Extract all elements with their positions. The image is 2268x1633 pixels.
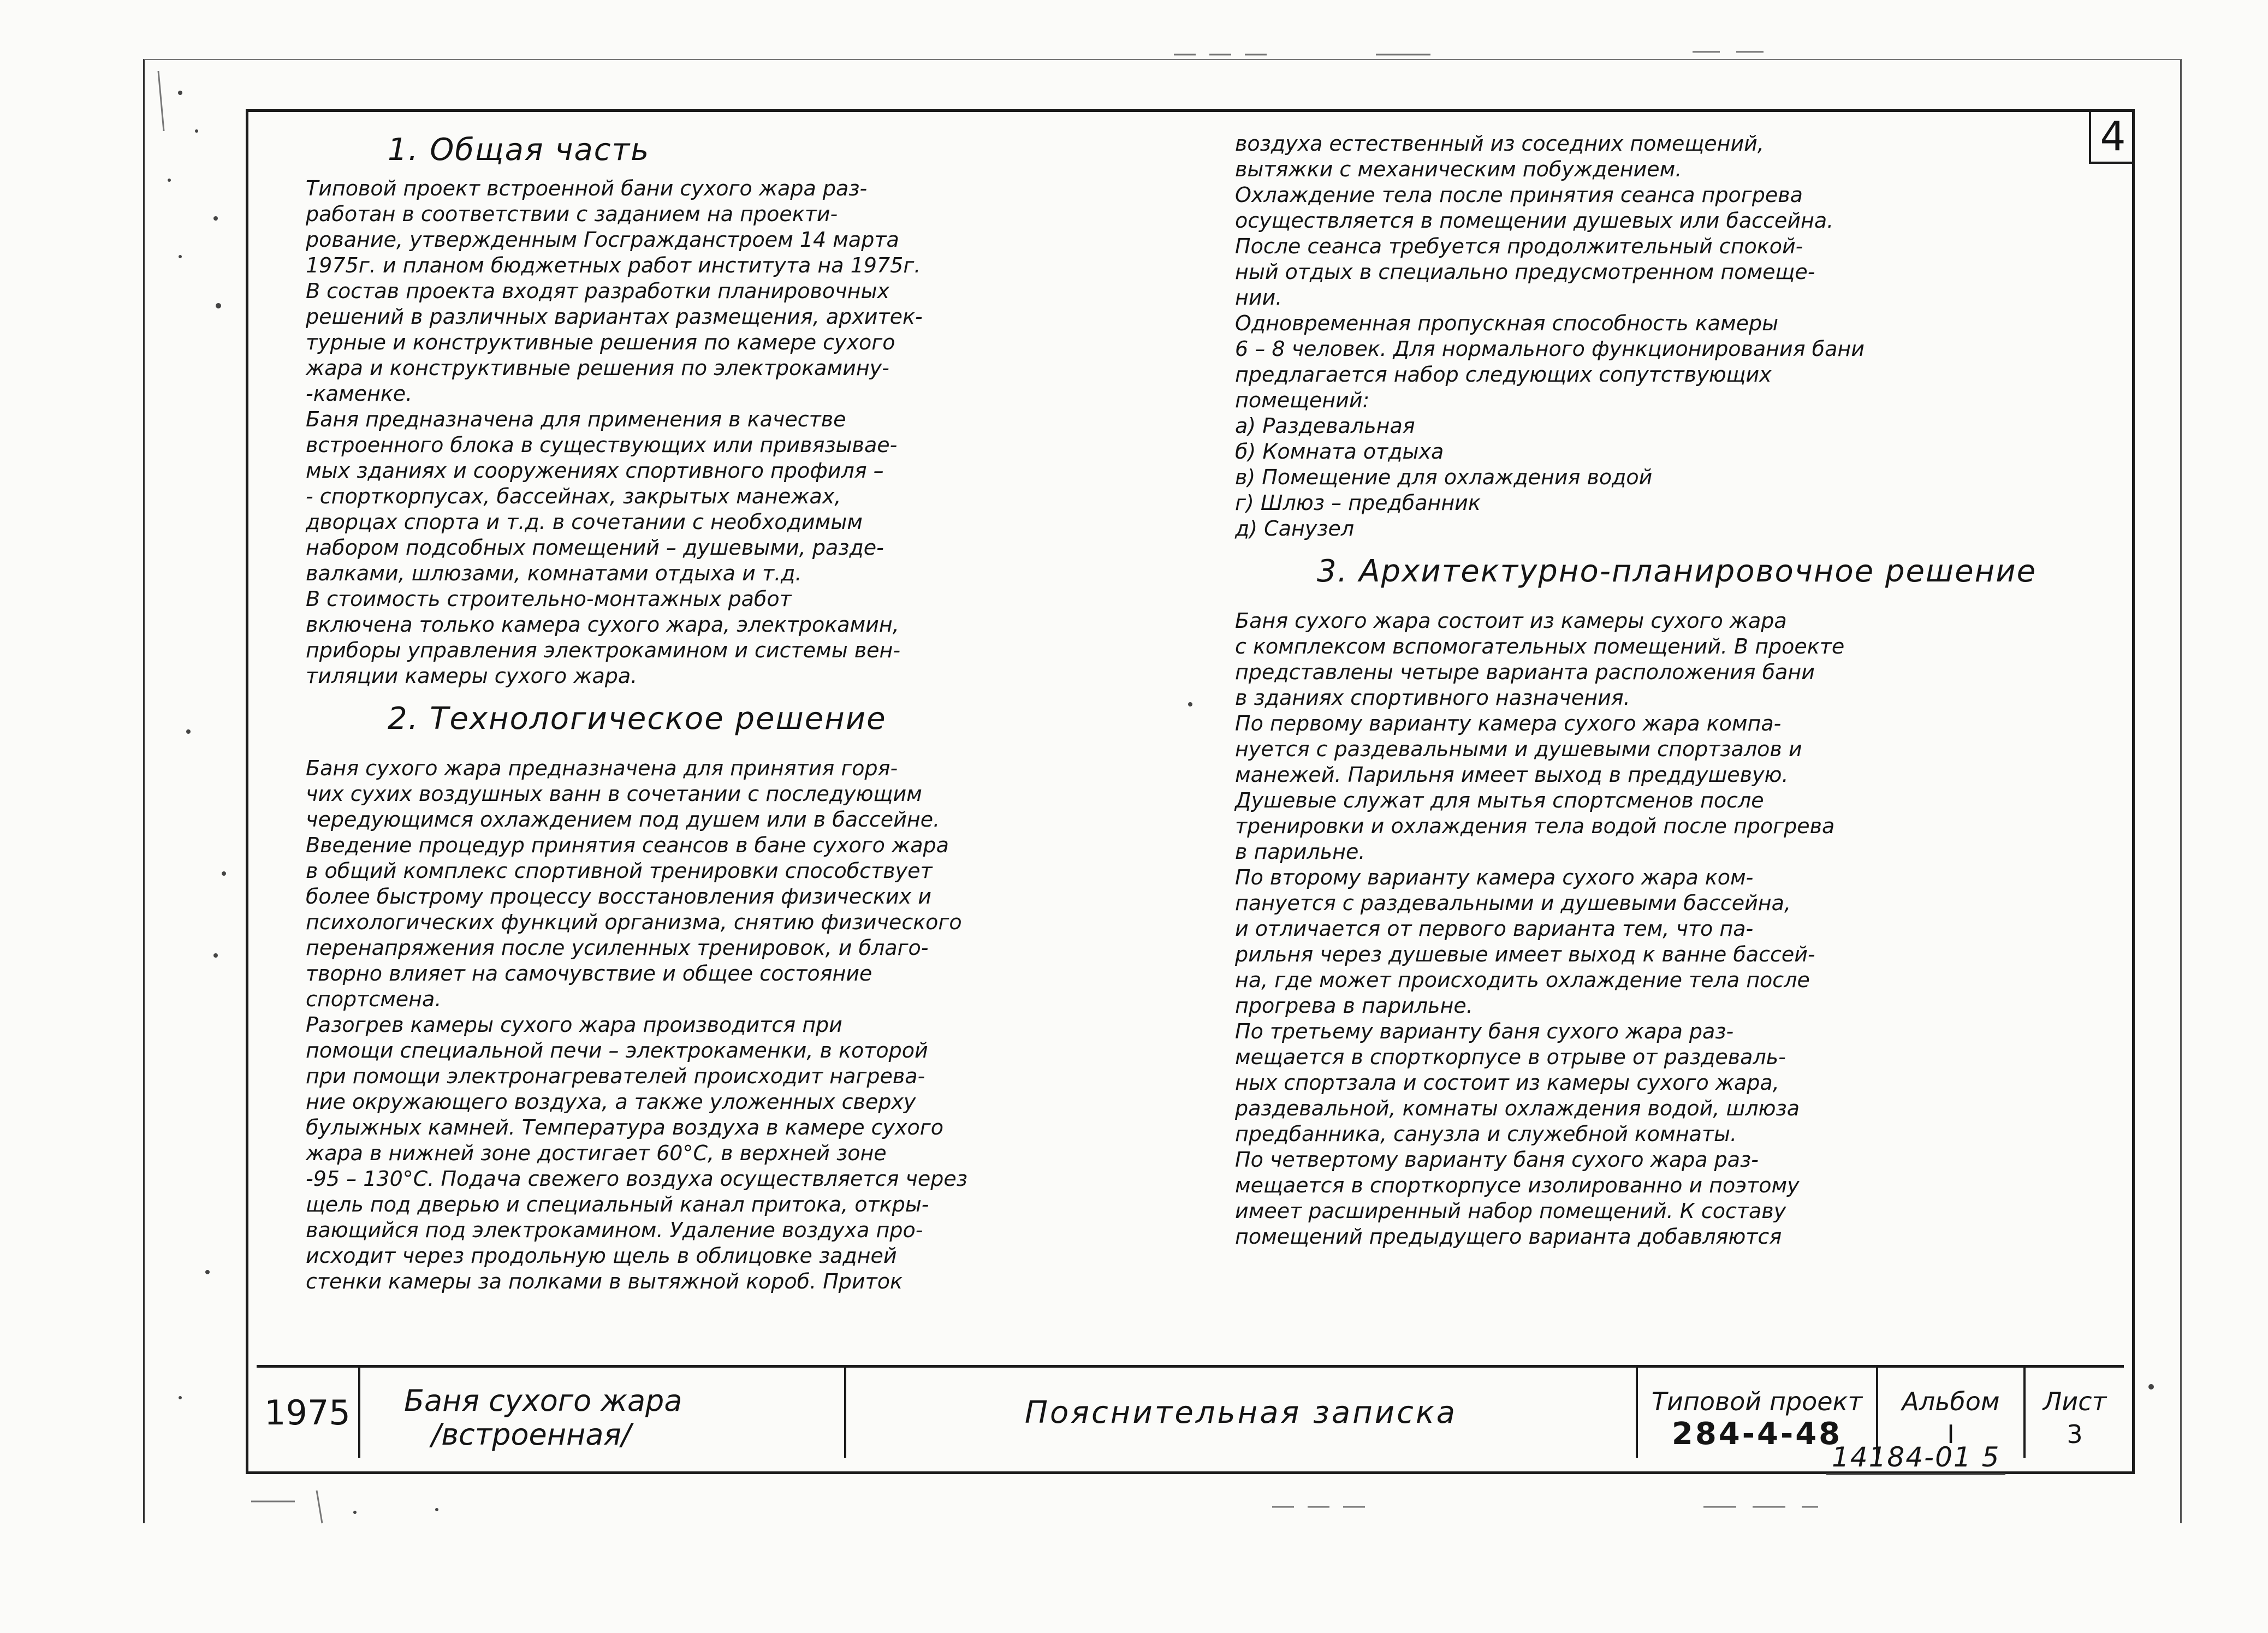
section-heading: 3. Архитектурно-планировочное решение <box>1317 554 2037 589</box>
text-line: представлены четыре варианта расположения бани <box>1235 660 1815 684</box>
text-line: В состав проекта входят разработки планировочных <box>306 279 889 303</box>
text-line: -каменке. <box>306 382 413 406</box>
section-gap <box>1235 542 2152 553</box>
text-line: решений в различных вариантах размещения, архитек- <box>306 305 923 329</box>
album-label: Альбом <box>1902 1387 2000 1416</box>
text-line: рование, утвержденным Госгражданстроем 14 марта <box>306 228 899 252</box>
text-line: По третьему варианту баня сухого жара раз- <box>1235 1019 1734 1043</box>
text-line: перенапряжения после усиленных тренировок, и благо- <box>306 936 929 960</box>
text-line: валками, шлюзами, комнатами отдыха и т.д. <box>306 561 802 585</box>
text-line: щель под дверью и специальный канал притока, откры- <box>306 1192 929 1216</box>
text-line: чих сухих воздушных ванн в сочетании с последующим <box>306 782 922 806</box>
archive-number: 14184-01 5 <box>1826 1441 2005 1475</box>
text-line: предбанника, санузла и служебной комнаты. <box>1235 1122 1737 1146</box>
text-line: чередующимся охлаждением под душем или в бассейне. <box>306 807 940 832</box>
text-line: встроенного блока в существующих или привязывае- <box>306 433 898 457</box>
text-line: -95 – 130°С. Подача свежего воздуха осуществляется через <box>306 1167 967 1191</box>
text-line: тиляции камеры сухого жара. <box>306 664 638 688</box>
text-line: булыжных камней. Температура воздуха в камере сухого <box>306 1115 943 1139</box>
text-line: пануется с раздевальными и душевыми бассейна, <box>1235 891 1791 915</box>
text-line: мых зданиях и сооружениях спортивного профиля – <box>306 459 884 483</box>
text-line: в парильне. <box>1235 840 1365 864</box>
text-line: В стоимость строительно-монтажных работ <box>306 587 792 611</box>
text-line: исходит через продольную щель в облицовке задней <box>306 1244 897 1268</box>
text-line: и отличается от первого варианта тем, что па- <box>1235 917 1754 941</box>
text-line: После сеанса требуется продолжительный спокой- <box>1235 234 1803 258</box>
text-line: спортсмена. <box>306 987 442 1011</box>
text-line: при помощи электронагревателей происходит нагрева- <box>306 1064 925 1088</box>
title-block-object-name <box>360 1368 846 1458</box>
text-line: Разогрев камеры сухого жара производится при <box>306 1013 842 1037</box>
text-line: работан в соответствии с заданием на проекти- <box>306 202 838 226</box>
text-line: стенки камеры за полками в вытяжной короб. Приток <box>306 1269 903 1293</box>
text-line: воздуха естественный из соседних помещений, <box>1235 132 1764 156</box>
text-line: нуется с раздевальными и душевыми спортзалов и <box>1235 737 1802 761</box>
text-line: Душевые служат для мытья спортсменов после <box>1235 788 1764 812</box>
text-line: г) Шлюз – предбанник <box>1235 491 1481 515</box>
section-heading: 1. Общая часть <box>388 132 650 168</box>
page-number: 4 <box>2089 109 2135 164</box>
text-line: в зданиях спортивного назначения. <box>1235 686 1630 710</box>
text-line: Одновременная пропускная способность камеры <box>1235 311 1779 335</box>
text-line: прогрева в парильне. <box>1235 994 1473 1018</box>
text-line: мещается в спорткорпусе изолированно и поэтому <box>1235 1173 1800 1197</box>
text-line: рильня через душевые имеет выход к ванне бассей- <box>1235 942 1815 966</box>
object-name-line2: /встроенная/ <box>431 1417 632 1452</box>
left-text-column <box>306 131 1223 1294</box>
text-line: мещается в спорткорпусе в отрыве от раздеваль- <box>1235 1045 1786 1069</box>
title-block-year: 1975 <box>257 1368 360 1458</box>
text-line: 1975г. и планом бюджетных работ института на 1975г. <box>306 253 921 277</box>
text-line: тренировки и охлаждения тела водой после прогрева <box>1235 814 1835 838</box>
right-text-column <box>1235 131 2152 1250</box>
section-gap <box>1235 597 2152 608</box>
text-line: помещений предыдущего варианта добавляются <box>1235 1225 1782 1249</box>
text-line: манежей. Парильня имеет выход в преддушевую. <box>1235 763 1789 787</box>
text-line: - спорткорпусах, бассейнах, закрытых манежах, <box>306 484 841 508</box>
text-line: на, где может происходить охлаждение тела после <box>1235 968 1810 992</box>
album-value: I <box>1947 1420 1955 1449</box>
text-line: более быстрому процессу восстановления физических и <box>306 884 931 908</box>
text-line: психологических функций организма, снятию физического <box>306 910 962 934</box>
text-line: нии. <box>1235 286 1283 310</box>
text-line: помощи специальной печи – электрокаменки, в которой <box>306 1038 928 1062</box>
text-line: дворцах спорта и т.д. в сочетании с необходимым <box>306 510 863 534</box>
title-block-sheet <box>2026 1368 2124 1458</box>
text-line: набором подсобных помещений – душевыми, разде- <box>306 536 884 560</box>
text-line: Баня сухого жара предназначена для принятия горя- <box>306 756 898 780</box>
text-line: Типовой проект встроенной бани сухого жара раз- <box>306 176 868 200</box>
text-line: а) Раздевальная <box>1235 414 1415 438</box>
text-line: турные и конструктивные решения по камере сухого <box>306 330 895 354</box>
sheet-value: 3 <box>2067 1420 2083 1449</box>
text-line: творно влияет на самочувствие и общее состояние <box>306 961 872 985</box>
text-line: Охлаждение тела после принятия сеанса прогрева <box>1235 183 1803 207</box>
section-gap <box>306 745 1223 756</box>
text-line: приборы управления электрокамином и системы вен- <box>306 638 901 662</box>
title-block-document-name: Пояснительная записка <box>846 1368 1638 1458</box>
section-gap <box>306 689 1223 700</box>
text-line: с комплексом вспомогательных помещений. В проекте <box>1235 634 1845 658</box>
text-line: Баня предназначена для применения в качестве <box>306 407 846 431</box>
text-line: осуществляется в помещении душевых или бассейна. <box>1235 209 1834 233</box>
text-line: жара и конструктивные решения по электрокамину- <box>306 356 889 380</box>
text-line: имеет расширенный набор помещений. К составу <box>1235 1199 1786 1223</box>
text-line: в общий комплекс спортивной тренировки способствует <box>306 859 933 883</box>
text-line: По первому варианту камера сухого жара компа- <box>1235 711 1782 735</box>
text-line: предлагается набор следующих сопутствующих <box>1235 363 1772 387</box>
text-line: Введение процедур принятия сеансов в бане сухого жара <box>306 833 949 857</box>
text-line: По четвертому варианту баня сухого жара раз- <box>1235 1148 1759 1172</box>
text-line: помещений: <box>1235 388 1370 412</box>
text-line: ных спортзала и состоит из камеры сухого жара, <box>1235 1071 1779 1095</box>
text-line: раздевальной, комнаты охлаждения водой, шлюза <box>1235 1096 1800 1120</box>
text-line: включена только камера сухого жара, электрокамин, <box>306 613 899 637</box>
text-line: По второму варианту камера сухого жара ком- <box>1235 865 1754 889</box>
sheet-label: Лист <box>2043 1387 2107 1416</box>
text-line: 6 – 8 человек. Для нормального функционирования бани <box>1235 337 1865 361</box>
text-line: ный отдых в специально предусмотренном помеще- <box>1235 260 1815 284</box>
section-heading: 2. Технологическое решение <box>388 701 887 737</box>
project-number: 284-4-48 <box>1671 1416 1843 1452</box>
text-line: вающийся под электрокамином. Удаление воздуха про- <box>306 1218 923 1242</box>
text-line: жара в нижней зоне достигает 60°С, в верхней зоне <box>306 1141 887 1165</box>
text-line: д) Санузел <box>1235 516 1355 541</box>
text-line: Баня сухого жара состоит из камеры сухого жара <box>1235 609 1787 633</box>
text-line: б) Комната отдыха <box>1235 440 1444 464</box>
text-line: вытяжки с механическим побуждением. <box>1235 157 1682 181</box>
project-label: Типовой проект <box>1651 1387 1863 1416</box>
text-line: ние окружающего воздуха, а также уложенных сверху <box>306 1090 916 1114</box>
text-line: в) Помещение для охлаждения водой <box>1235 465 1653 489</box>
object-name-line1: Баня сухого жара <box>404 1383 682 1418</box>
